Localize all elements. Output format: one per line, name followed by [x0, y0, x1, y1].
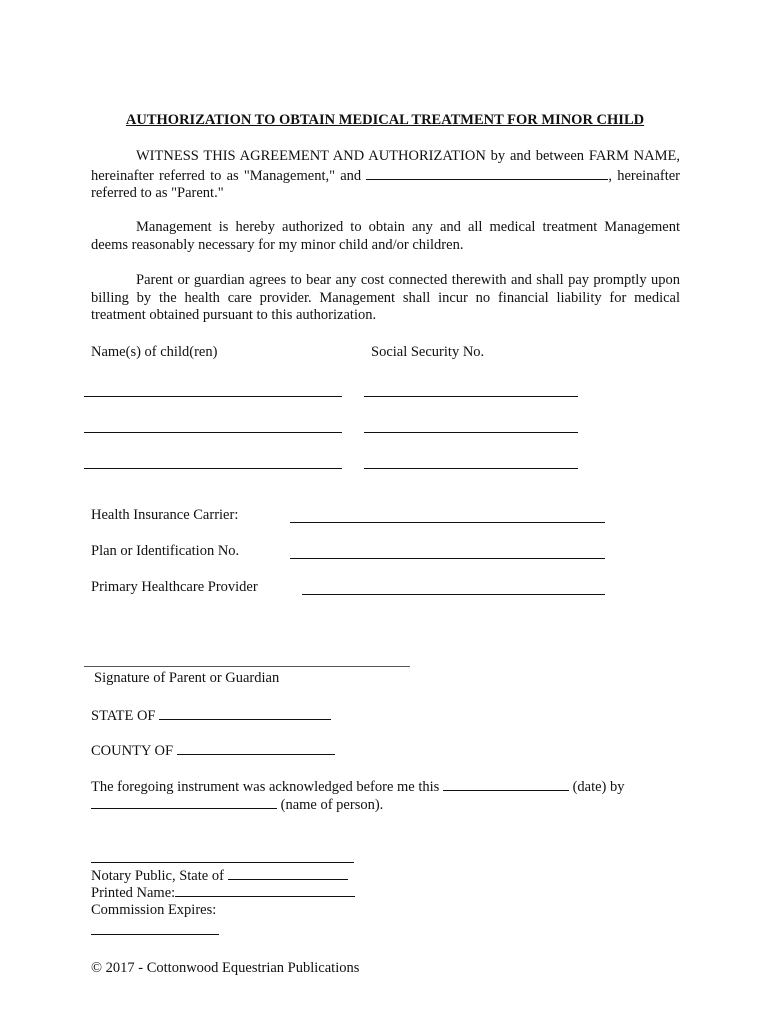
plan-id-label: Plan or Identification No. [91, 543, 240, 559]
healthcare-provider-field[interactable] [302, 594, 605, 595]
state-label: STATE OF [91, 708, 156, 724]
ssn-label: Social Security No. [371, 344, 485, 360]
parent-paragraph: Parent or guardian agrees to bear any cost connected therewith and shall pay promptly upon billing by the health care provider. Management shall incur no financial liability for medical treatment obtained pursuant to this authorization. [91, 272, 680, 323]
acknowledgment-person-field[interactable] [91, 795, 277, 809]
witness-end-text: hereinafter referred to as "Parent." [91, 167, 681, 201]
child-ssn-field[interactable] [364, 468, 578, 469]
acknowledgment-row [91, 777, 625, 796]
copyright-footer: © 2017 - Cottonwood Equestrian Publications [91, 960, 360, 976]
notary-state-field[interactable] [228, 866, 348, 880]
commission-expires-field[interactable] [91, 934, 219, 935]
plan-id-field[interactable] [290, 558, 605, 559]
commission-expires-label: Commission Expires: [91, 902, 217, 918]
county-label: COUNTY OF [91, 743, 174, 759]
state-of-row [91, 706, 331, 725]
printed-name-field[interactable] [175, 883, 355, 897]
signature-label: Signature of Parent or Guardian [94, 670, 280, 686]
notary-public-label: Notary Public, State of [91, 868, 224, 884]
county-of-row [91, 741, 335, 760]
witness-paragraph [91, 148, 680, 203]
child-name-field[interactable] [84, 396, 342, 397]
management-paragraph: Management is hereby authorized to obtain any and all medical treatment Management deems reasonably necessary for my minor child and/or children. [91, 219, 680, 253]
state-field[interactable] [159, 706, 331, 720]
children-names-label: Name(s) of child(ren) [91, 344, 218, 360]
printed-name-label: Printed Name: [91, 885, 176, 901]
witness-comma: , [608, 167, 612, 184]
insurance-carrier-field[interactable] [290, 522, 605, 523]
acknowledgment-text: The foregoing instrument was acknowledged before me this [91, 779, 440, 795]
acknowledgment-date-field[interactable] [443, 777, 569, 791]
acknowledgment-person-label: (name of person). [280, 797, 384, 813]
child-name-field[interactable] [84, 468, 342, 469]
signature-line[interactable] [84, 666, 410, 667]
child-name-field[interactable] [84, 432, 342, 433]
document-title: AUTHORIZATION TO OBTAIN MEDICAL TREATMENT FOR MINOR CHILD [125, 112, 645, 128]
county-field[interactable] [177, 741, 335, 755]
notary-signature-line[interactable] [91, 862, 354, 863]
acknowledgment-date-label: (date) by [572, 779, 625, 795]
child-ssn-field[interactable] [364, 396, 578, 397]
acknowledgment-person-row [91, 795, 383, 814]
insurance-carrier-label: Health Insurance Carrier: [91, 507, 239, 523]
parent-name-field[interactable] [366, 166, 608, 180]
child-ssn-field[interactable] [364, 432, 578, 433]
witness-text: WITNESS THIS AGREEMENT AND AUTHORIZATION by and between FARM NAME, hereinafter referred to as "Management," and [91, 148, 680, 184]
healthcare-provider-label: Primary Healthcare Provider [91, 579, 258, 595]
printed-name-row [91, 883, 355, 902]
